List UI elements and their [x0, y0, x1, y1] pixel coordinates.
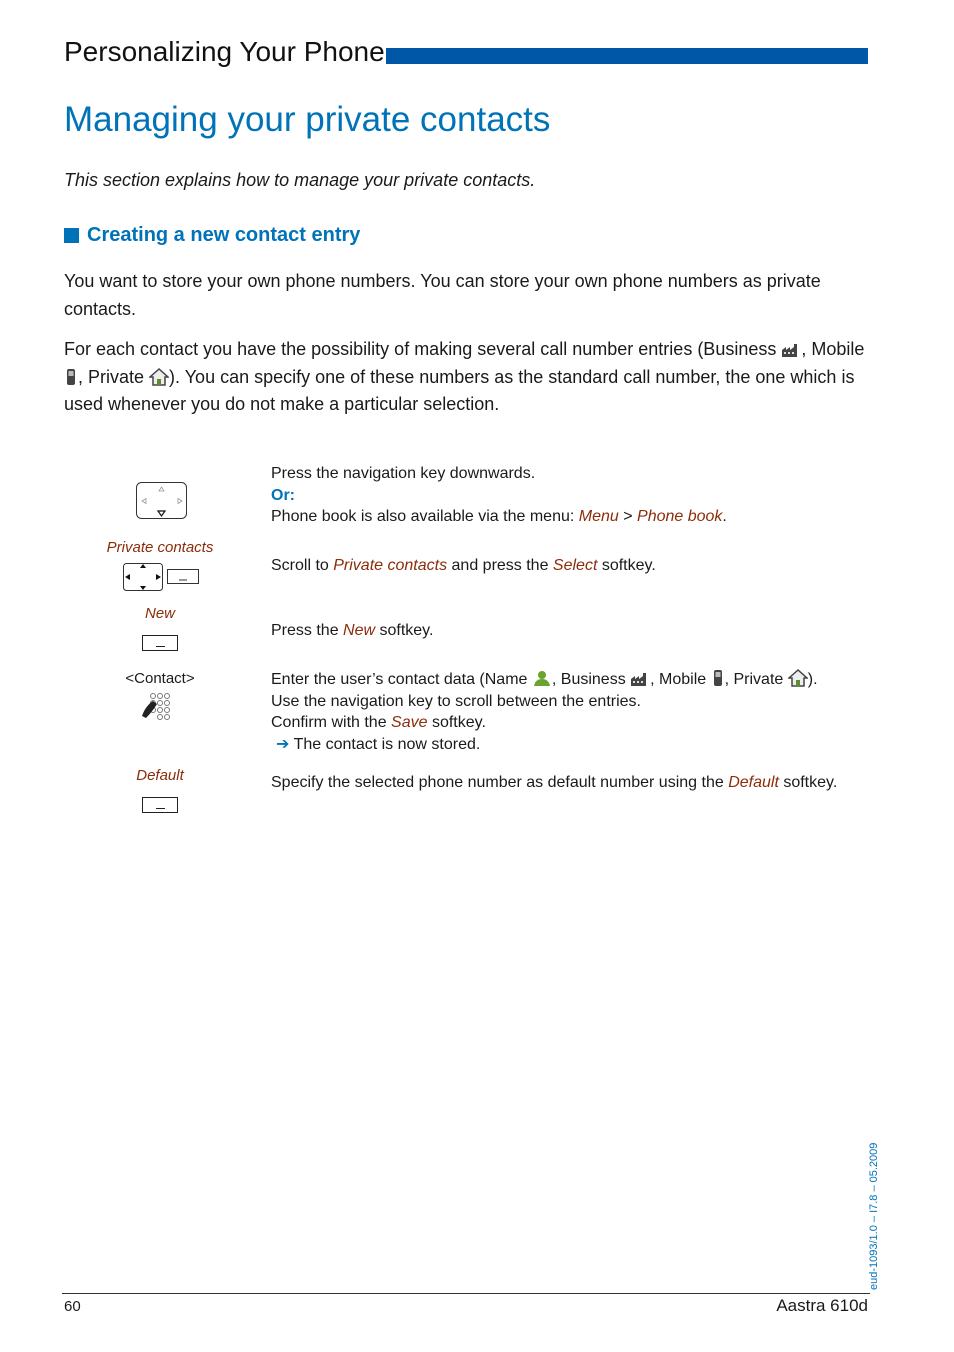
- contact-label: <Contact>: [125, 670, 195, 687]
- step-3-b: softkey.: [375, 622, 434, 639]
- step-5-a: Specify the selected phone number as default number using the: [271, 774, 729, 791]
- navigation-key-down-icon: [136, 482, 188, 520]
- step-4-line-3-a: Confirm with the: [271, 714, 392, 731]
- new-term: New: [343, 622, 376, 639]
- chapter-title: Personalizing Your Phone: [64, 36, 385, 67]
- p2-text-c: , Private: [78, 366, 150, 387]
- private-contacts-term: Private contacts: [333, 557, 448, 574]
- menu-separator: >: [618, 508, 638, 525]
- step-4-text: [271, 669, 851, 755]
- product-name: Aastra 610d: [776, 1296, 868, 1315]
- home-icon: [788, 669, 808, 687]
- mobile-icon: [711, 669, 725, 687]
- step-3-a: Press the: [271, 622, 344, 639]
- name-icon: [532, 669, 552, 687]
- step-4-e: ).: [807, 671, 818, 688]
- step-4-a: Enter the user’s contact data (Name: [271, 671, 532, 688]
- step-1-end: .: [722, 508, 727, 525]
- keypad-entry-icon: [140, 692, 176, 720]
- step-4-line-1: [271, 669, 851, 691]
- intro-text: This section explains how to manage your private contacts.: [64, 170, 536, 190]
- step-1-line-3-a: Phone book is also available via the menu:: [271, 508, 579, 525]
- step-1-line-3: [271, 506, 851, 528]
- select-term: Select: [552, 557, 598, 574]
- step-4-line-2: Use the navigation key to scroll between the entries.: [271, 692, 641, 710]
- result-arrow-icon: ➔: [276, 735, 290, 753]
- step-2-b: and press the: [447, 557, 553, 574]
- step-4-d: , Private: [724, 671, 788, 688]
- p2-text-d: ). You can specify one of these numbers as the standard call number, the one which is used whenever you do not make a particular selection.: [64, 366, 855, 414]
- footer-divider: [62, 1293, 870, 1294]
- step-4-b: , Business: [551, 671, 631, 688]
- page-title: Managing your private contacts: [64, 100, 551, 139]
- step-1-line-1: Press the navigation key downwards.: [271, 465, 536, 482]
- p2-text-b: , Mobile: [801, 339, 865, 359]
- private-contacts-label: Private contacts: [106, 539, 214, 556]
- section-heading: [64, 224, 360, 247]
- paragraph-1: You want to store your own phone numbers. You can store your own phone numbers as private contacts.: [64, 271, 821, 319]
- paragraph-2: [64, 336, 874, 419]
- menu-term: Menu: [578, 508, 619, 525]
- or-label: Or:: [271, 486, 295, 504]
- default-label: Default: [136, 767, 184, 784]
- section-heading-text: Creating a new contact entry: [87, 224, 361, 246]
- result-text: The contact is now stored.: [293, 735, 481, 753]
- step-1-text: [271, 463, 851, 528]
- chapter-bar: [386, 48, 868, 64]
- new-label: New: [144, 605, 175, 622]
- step-4-line-3-b: softkey.: [427, 714, 486, 731]
- phone-book-term: Phone book: [637, 508, 723, 525]
- softkey-icon: [142, 635, 178, 651]
- step-2-text: [271, 555, 851, 577]
- step-2-c: softkey.: [597, 557, 656, 574]
- softkey-icon: [142, 797, 178, 813]
- save-term: Save: [391, 714, 428, 731]
- step-4-line-3: [271, 712, 851, 734]
- step-5-text: [271, 772, 851, 794]
- business-icon: [630, 671, 650, 687]
- step-5-b: softkey.: [778, 774, 838, 791]
- page-number: 60: [64, 1298, 81, 1315]
- step-4-result: [271, 734, 851, 756]
- mobile-icon: [64, 368, 78, 386]
- step-3-text: [271, 620, 851, 642]
- step-4-c: , Mobile: [650, 671, 711, 688]
- document-code: eud-1093/1.0 – I7.8 – 05.2009: [868, 1142, 880, 1290]
- bullet-square-icon: [64, 228, 79, 243]
- step-2-a: Scroll to: [271, 557, 334, 574]
- business-icon: [781, 342, 801, 358]
- p2-text-a: For each contact you have the possibility of making several call number entries (Business: [64, 339, 782, 359]
- default-term: Default: [728, 774, 779, 791]
- nav-key-and-softkey-icon: [123, 563, 201, 593]
- home-icon: [149, 368, 169, 386]
